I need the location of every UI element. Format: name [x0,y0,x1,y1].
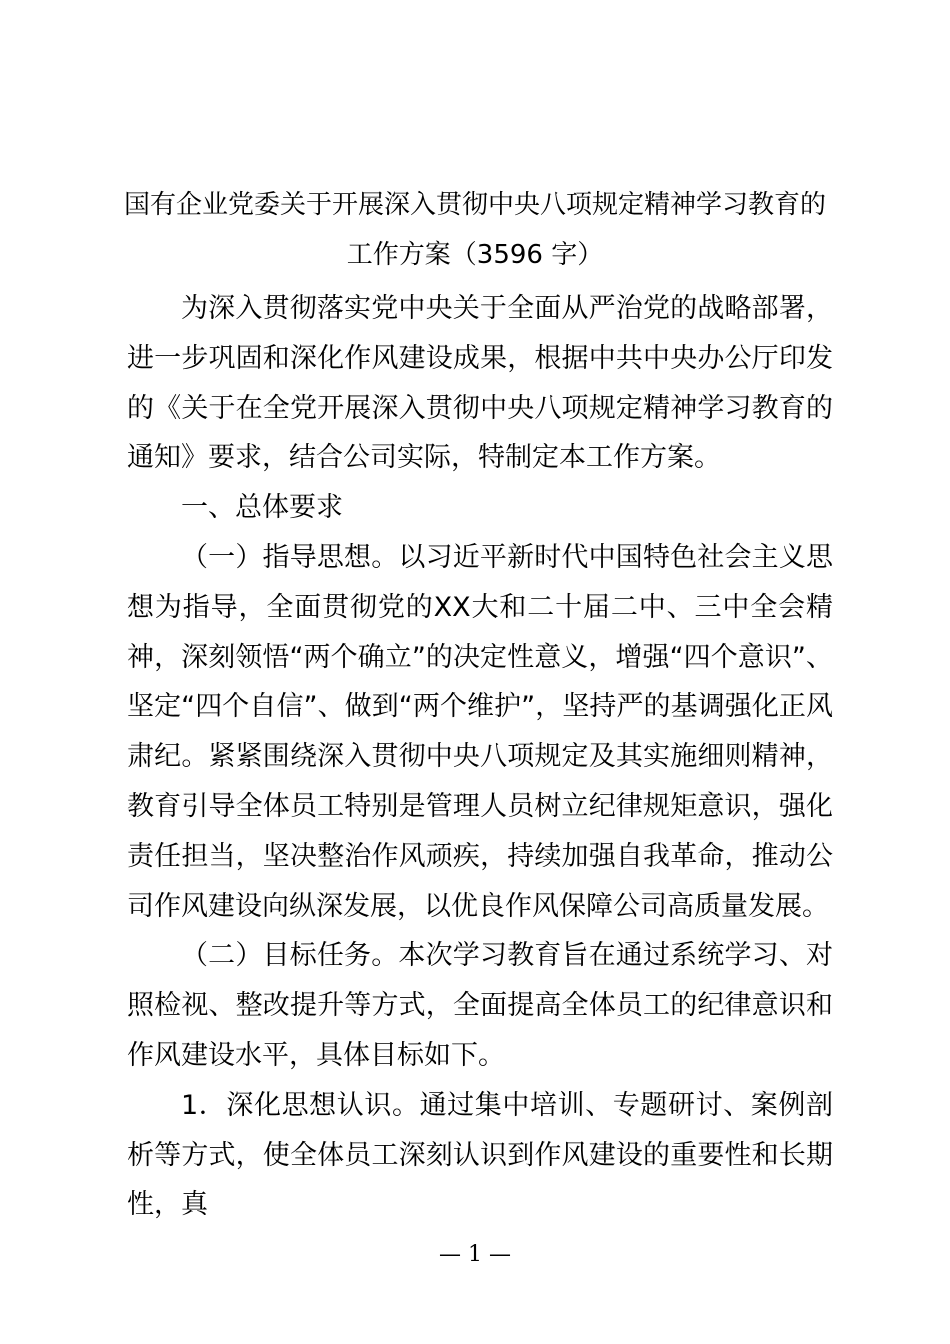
paragraph-guiding-thought: （一）指导思想。以习近平新时代中国特色社会主义思想为指导，全面贯彻党的XX大和二十届二中、三中全会精神，深刻领悟“两个确立”的决定性意义，增强“四个意识”、坚定“四个自信”、做到“两个维护”，坚持严的基调强化正风肃纪。紧紧围绕深入贯彻中央八项规定及其实施细则精神，教育引导全体员工特别是管理人员树立纪律规矩意识，强化责任担当，坚决整治作风顽疾，持续加强自我革命，推动公司作风建设向纵深发展，以优良作风保障公司高质量发展。 [127,541,833,922]
paragraph-intro: 为深入贯彻落实党中央关于全面从严治党的战略部署，进一步巩固和深化作风建设成果，根据中共中央办公厅印发的《关于在全党开展深入贯彻中央八项规定精神学习教育的通知》要求，结合公司实际，特制定本工作方案。 [127,293,833,474]
paragraph-deepen-understanding: 1．深化思想认识。通过集中培训、专题研讨、案例剖析等方式，使全体员工深刻认识到作风建设的重要性和长期性，真 [127,1089,833,1221]
paragraph-objectives: （二）目标任务。本次学习教育旨在通过系统学习、对照检视、整改提升等方式，全面提高全体员工的纪律意识和作风建设水平，具体目标如下。 [127,940,833,1071]
document-title-line-2: 工作方案（3596 字） [346,240,604,270]
document-body [127,284,833,1230]
document-title-line-1: 国有企业党委关于开展深入贯彻中央八项规定精神学习教育的 [123,190,826,220]
page-number: — 1 — [439,1242,511,1267]
section-heading-general-requirements: 一、总体要求 [181,492,343,524]
